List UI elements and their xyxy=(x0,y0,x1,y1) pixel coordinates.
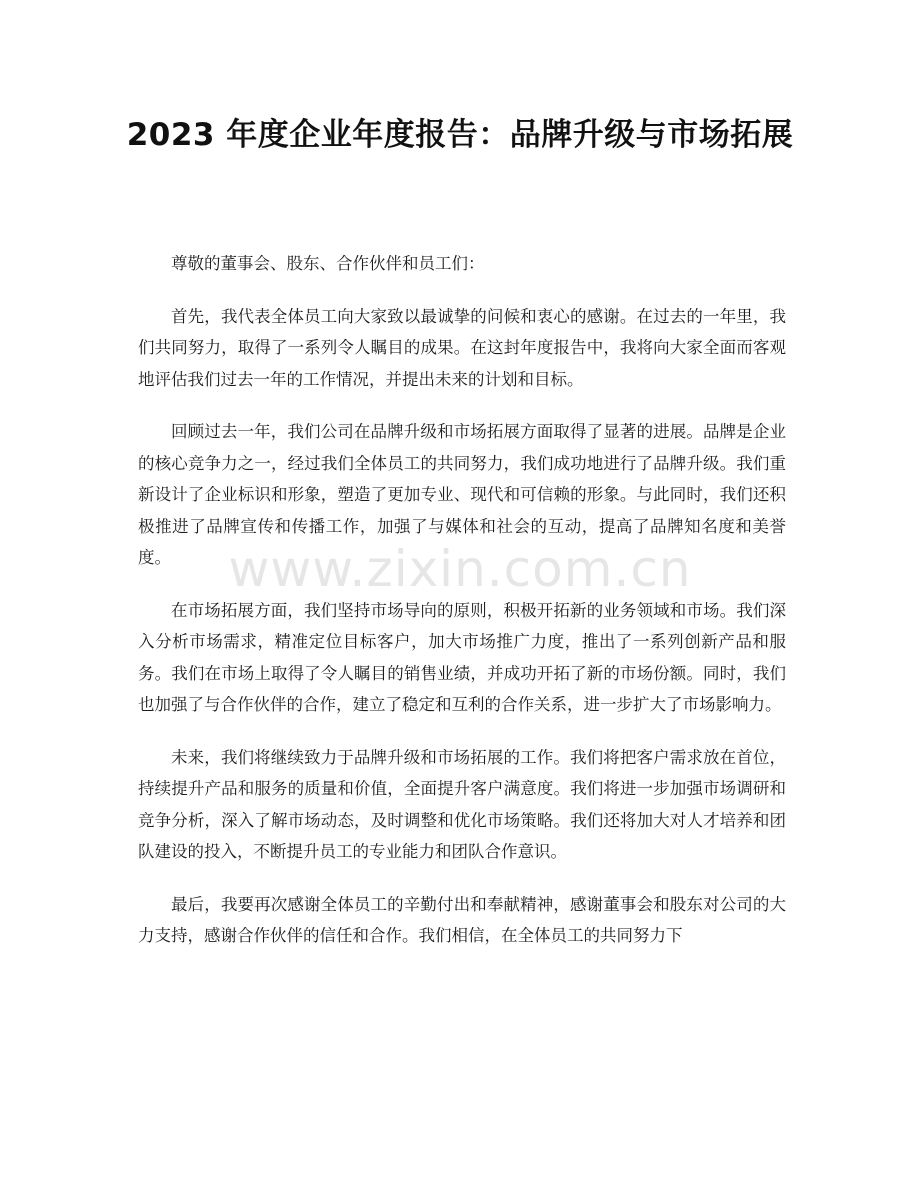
market-paragraph: 在市场拓展方面，我们坚持市场导向的原则，积极开拓新的业务领域和市场。我们深入分析市场需求，精准定位目标客户，加大市场推广力度，推出了一系列创新产品和服务。我们在市场上取得了令人瞩目的销售业绩，并成功开拓了新的市场份额。同时，我们也加强了与合作伙伴的合作，建立了稳定和互利的合作关系，进一步扩大了市场影响力。 xyxy=(138,600,786,714)
watermark: www.zixin.com.cn xyxy=(228,540,692,598)
closing-paragraph: 最后，我要再次感谢全体员工的辛勤付出和奉献精神，感谢董事会和股东对公司的大力支持，感谢合作伙伴的信任和合作。我们相信，在全体员工的共同努力下 xyxy=(138,894,786,945)
review-paragraph: 回顾过去一年，我们公司在品牌升级和市场拓展方面取得了显著的进展。品牌是企业的核心竞争力之一，经过我们全体员工的共同努力，我们成功地进行了品牌升级。我们重新设计了企业标识和形象，塑造了更加专业、现代和可信赖的形象。与此同时，我们还积极推进了品牌宣传和传播工作，加强了与媒体和社会的互动，提高了品牌知名度和美誉度。 xyxy=(138,422,786,567)
document-title: 2023 年度企业年度报告：品牌升级与市场拓展 xyxy=(126,117,794,153)
opening-paragraph: 首先，我代表全体员工向大家致以最诚挚的问候和衷心的感谢。在过去的一年里，我们共同努力，取得了一系列令人瞩目的成果。在这封年度报告中，我将向大家全面而客观地评估我们过去一年的工作情况，并提出未来的计划和目标。 xyxy=(138,306,786,389)
document-body xyxy=(138,248,786,973)
salutation-paragraph: 尊敬的董事会、股东、合作伙伴和员工们： xyxy=(171,254,485,273)
future-paragraph: 未来，我们将继续致力于品牌升级和市场拓展的工作。我们将把客户需求放在首位，持续提升产品和服务的质量和价值，全面提升客户满意度。我们将进一步加强市场调研和竞争分析，深入了解市场动态，及时调整和优化市场策略。我们还将加大对人才培养和团队建设的投入，不断提升员工的专业能力和团队合作意识。 xyxy=(138,747,786,861)
